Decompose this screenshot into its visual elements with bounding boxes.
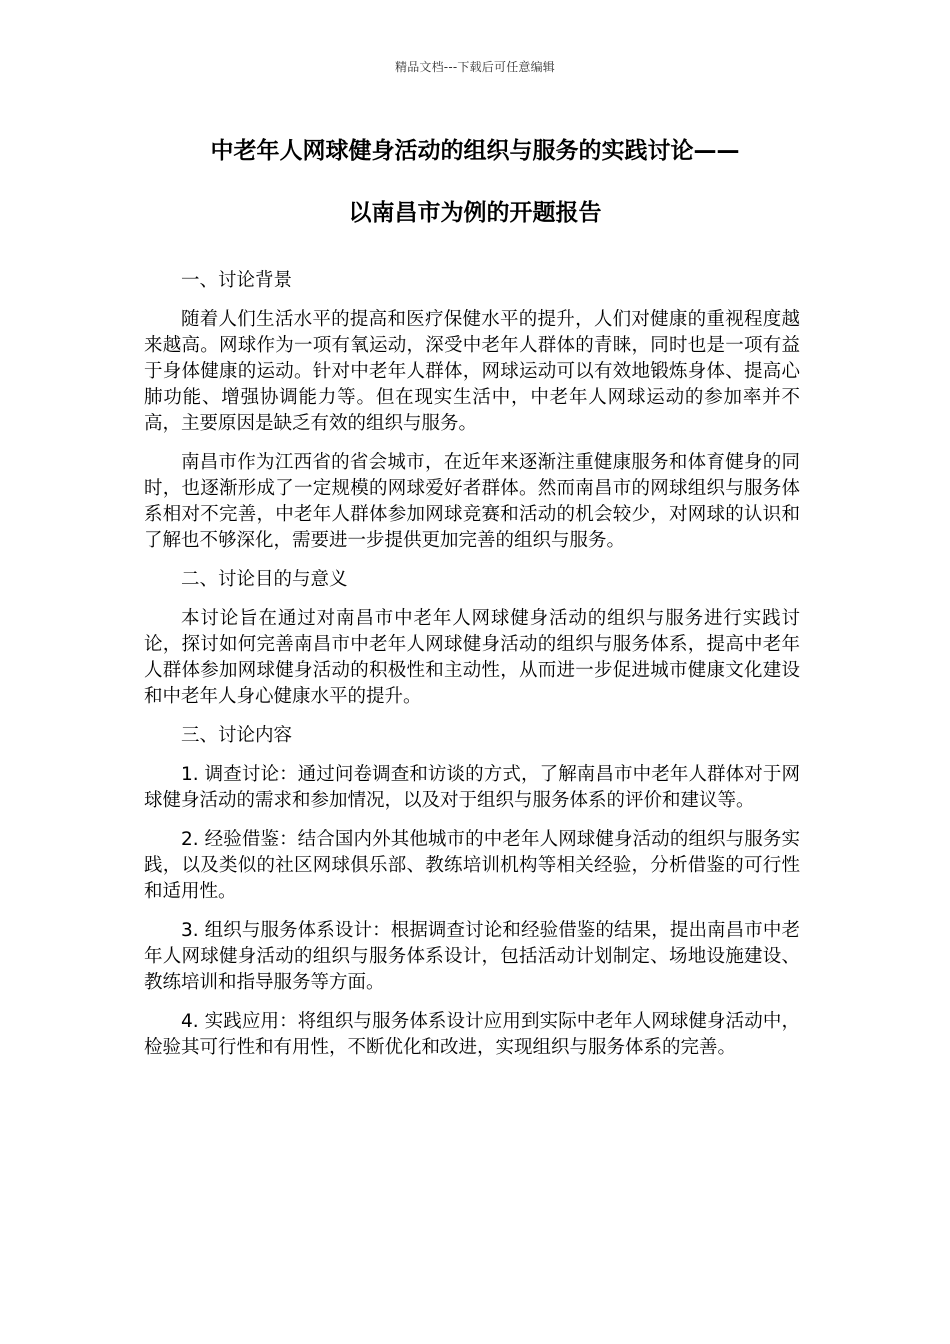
list-item: 1. 调查讨论：通过问卷调查和访谈的方式，了解南昌市中老年人群体对于网球健身活动的需求和参加情况，以及对于组织与服务体系的评价和建议等。 <box>144 764 800 811</box>
title-line-1: 中老年人网球健身活动的组织与服务的实践讨论—— <box>210 138 740 164</box>
list-item: 2. 经验借鉴：结合国内外其他城市的中老年人网球健身活动的组织与服务实践，以及类似的社区网球俱乐部、教练培训机构等相关经验，分析借鉴的可行性和适用性。 <box>144 829 800 902</box>
document-body <box>144 268 800 1074</box>
paragraph: 南昌市作为江西省的省会城市，在近年来逐渐注重健康服务和体育健身的同时，也逐渐形成了一定规模的网球爱好者群体。然而南昌市的网球组织与服务体系相对不完善，中老年人群体参加网球竞赛和活动的机会较少，对网球的认识和了解也不够深化，需要进一步提供更加完善的组织与服务。 <box>144 452 800 551</box>
title-line-2: 以南昌市为例的开题报告 <box>348 200 602 226</box>
header-note: 精品文档---下载后可任意编辑 <box>395 60 555 74</box>
paragraph: 本讨论旨在通过对南昌市中老年人网球健身活动的组织与服务进行实践讨论，探讨如何完善南昌市中老年人网球健身活动的组织与服务体系，提高中老年人群体参加网球健身活动的积极性和主动性，从而进一步促进城市健康文化建设和中老年人身心健康水平的提升。 <box>144 608 800 707</box>
list-item: 4. 实践应用：将组织与服务体系设计应用到实际中老年人网球健身活动中，检验其可行性和有用性，不断优化和改进，实现组织与服务体系的完善。 <box>144 1011 800 1058</box>
section-heading-purpose: 二、讨论目的与意义 <box>181 569 348 590</box>
paragraph: 随着人们生活水平的提高和医疗保健水平的提升，人们对健康的重视程度越来越高。网球作为一项有氧运动，深受中老年人群体的青睐，同时也是一项有益于身体健康的运动。针对中老年人群体，网球运动可以有效地锻炼身体、提高心肺功能、增强协调能力等。但在现实生活中，中老年人网球运动的参加率并不高，主要原因是缺乏有效的组织与服务。 <box>144 309 800 434</box>
section-heading-background: 一、讨论背景 <box>181 270 293 291</box>
list-item: 3. 组织与服务体系设计：根据调查讨论和经验借鉴的结果，提出南昌市中老年人网球健身活动的组织与服务体系设计，包括活动计划制定、场地设施建设、教练培训和指导服务等方面。 <box>144 920 800 993</box>
document-title <box>140 135 810 229</box>
section-heading-content: 三、讨论内容 <box>181 725 293 746</box>
